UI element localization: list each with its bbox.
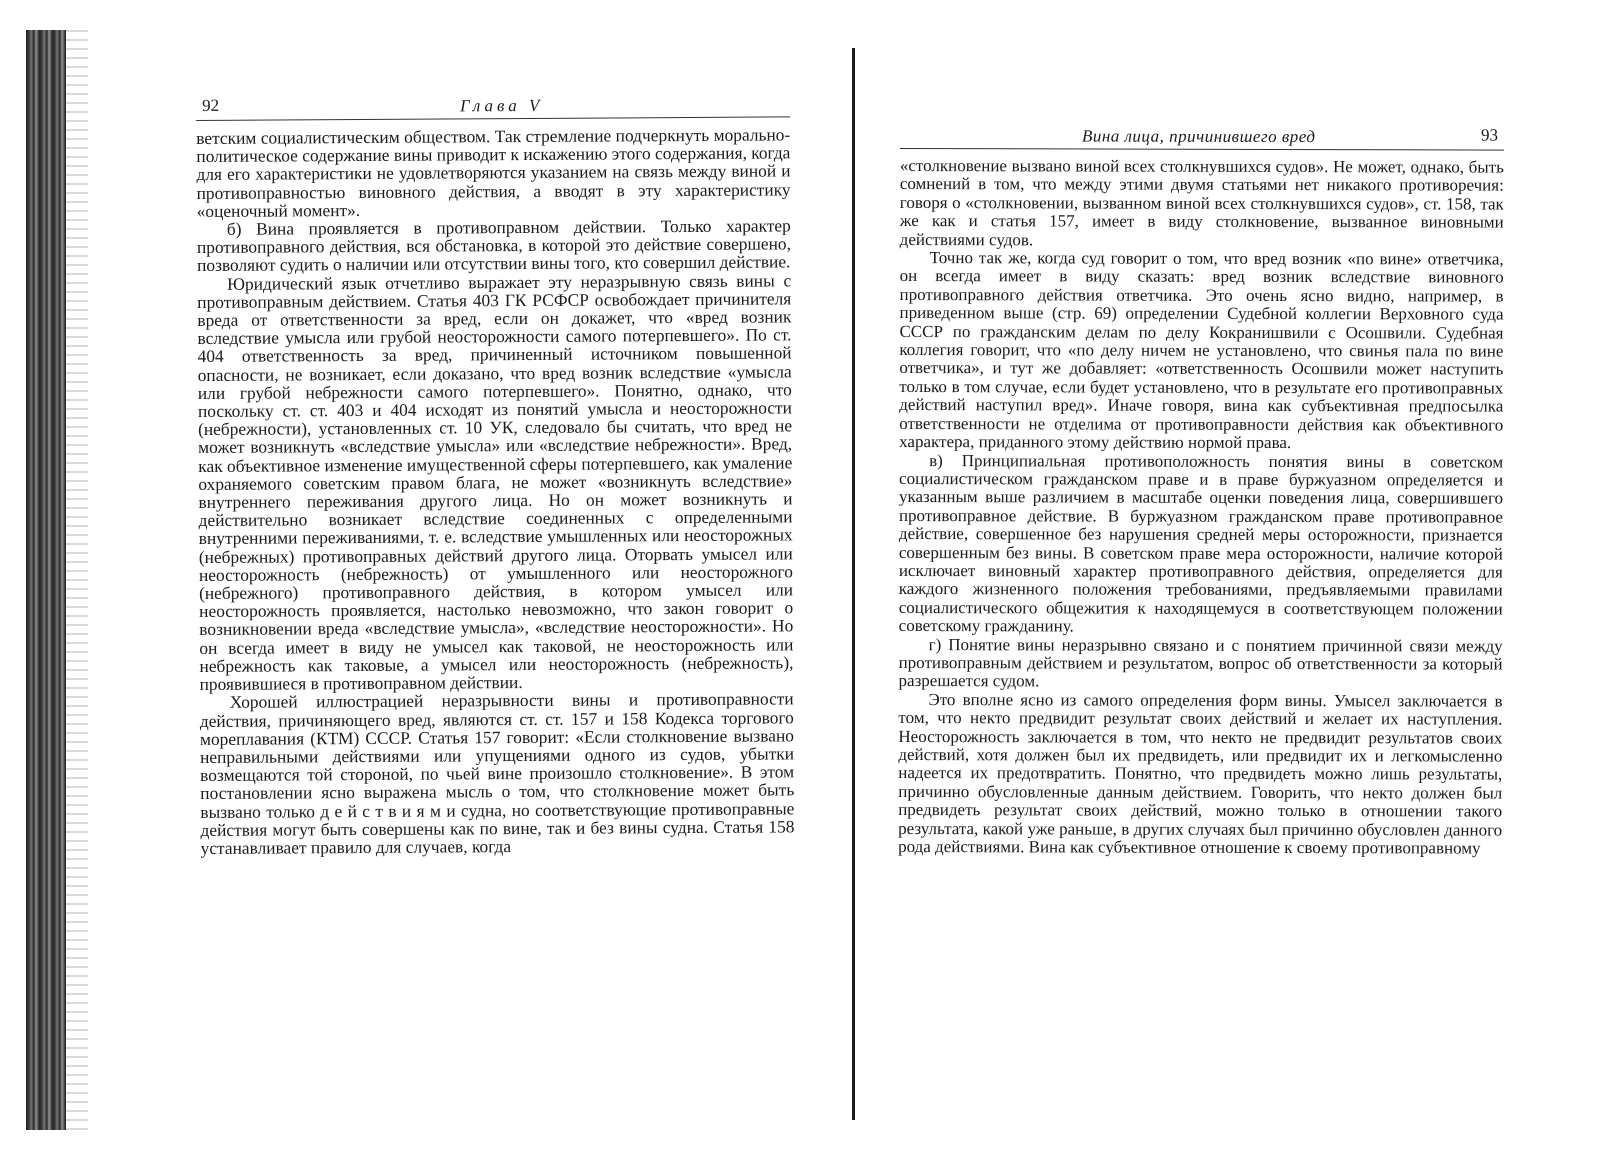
right-body-text [898,157,1504,858]
paragraph: Хорошей иллюстрацией неразрывности вины и противоправности действия, причиняющего вред, являются ст. ст. 157 и 158 Кодекса торгового мореплавания (КТМ) СССР. Статья 157 говорит: «Если столкновение вызвано неправильными действиями или упущениями одного из судов, убытки возмещаются той стороной, по чьей вине произошло столкновение». В этом постановлении ясно выражена мысль о том, что столкновение может быть вызвано только д е й с т в и я м и судна, но соответствующие противоправные действия могут быть совершены как по вине, так и без вины судна. Статья 158 устанавливает правило для случаев, когда [199,688,795,858]
paragraph: Это вполне ясно из самого определения форм вины. Умысел заключается в том, что некто предвидит результат своих действий и желает их наступления. Неосторожность заключается в том, что некто не предвидит результатов своих действий, хотя должен был их предвидеть, или предвидит их и легкомысленно надеется их предотвратить. Понятно, что предвидеть можно лишь результаты, причинно обусловленные данным действием. Говорить, что некто должен был предвидеть результат своих действий, можно только в отношении такого результата, какой уже раньше, в других случаях был причинно обусловлен данного рода действиями. Вина как субъективное отношение к своему противоправному [898,689,1503,858]
book-spine [852,48,855,1120]
left-page [196,92,795,857]
right-page-number: 93 [1480,125,1498,145]
left-page-number: 92 [201,95,220,115]
paragraph: б) Вина проявляется в противоправном действии. Только характер противоправного действия, вся обстановка, в которой это действие совершено, позволяют судить о наличии или отсутствии вины того, кто совершил действие. [196,215,791,276]
right-running-title: Вина лица, причинившего вред [1081,126,1316,147]
paragraph: Юридический язык отчетливо выражает эту неразрывную связь вины с противоправным действием. Статья 403 ГК РСФСР освобождает причинителя вреда от ответственности за вред, если он докажет, что «вред возник вследствие умысла или грубой неосторожности самого потерпевшего». По ст. 404 ответственность за вред, причиненный источником повышенной опасности, не возникает, если доказано, что вред возник вследствие «умысла или грубой небрежности самого потерпевшего». Понятно, однако, что поскольку ст. ст. 403 и 404 исходят из понятий умысла и неосторожности (небрежности), установленных ст. 10 УК, следовало бы считать, что вред не может возникнуть «вследствие умысла» или «вследствие небрежности». Вред, как объективное изменение имущественной сферы потерпевшего, как умаление охраняемого советским правом блага, не может «возникнуть вследствие» внутреннего переживания другого лица. Но он может возникнуть и действительно возникает вследствие соединенных с определенными внутренними переживаниями, т. е. вследствие умышленных или неосторожных (небрежных) противоправных действий другого лица. Оторвать умысел или неосторожность (небрежность) от умышленного или неосторожного (небрежного) противоправного действия, в котором умысел или неосторожность проявляется, настолько невозможно, что закон говорит о возникновении вреда «вследствие умысла», «вследствие неосторожности». Но он всегда имеет в виду не умысел как таковой, не неосторожность или небрежность как таковые, а умысел или неосторожность (небрежность), проявившиеся в противоправном действии. [197,269,794,695]
left-running-head [196,92,790,121]
paragraph: в) Принципиальная противоположность понятия вины в советском социалистическом гражданском праве и в праве буржуазном определяется и указанным выше различием в масштабе оценки поведения лица, совершившего противоправное действие. В буржуазном гражданском праве противоправное действие, совершенное без нарушения средней меры осторожности, признается совершенным без вины. В советском праве мера осторожности, наличие которой исключает виновный характер противоправного действия, определяется для каждого жизненного положения требованиями, предъявляемыми правилами социалистического общежития к находящемуся в соответствующем положении советскому гражданину. [898,450,1504,636]
left-running-title: Глава V [460,95,544,116]
right-page [898,124,1504,858]
paragraph: «столкновение вызвано виной всех столкнувшихся судов». Не может, однако, быть сомнений в том, что между этими двумя статьями нет никакого противоречия: говоря о «столкновении, вызванном виной всех столкнувшихся судов», ст. 158, так же как и статья 157, имеет в виду столкновение, вызванное виновными действиями судов. [899,155,1504,249]
left-body-text [196,125,794,857]
right-running-head [900,124,1504,151]
paragraph: Точно так же, когда суд говорит о том, что вред возник «по вине» ответчика, он всегда имеет в виду сказать: вред возник вследствие виновного противоправного действия ответчика. Это очень ясно видно, например, в приведенном выше (стр. 69) определении Судебной коллегии Верховного суда СССР по гражданским делам по делу Кокранишвили с Осошвили. Судебная коллегия говорит, что «по делу ничем не установлено, что свинья пала по вине ответчика», и тут же добавляет: «ответственность Осошвили может наступить только в том случае, если будет установлено, что в результате его противоправных действий наступил вред». Иначе говоря, вина как субъективная предпосылка ответственности не отделима от противоправности действия как объективного характера, приданного этому действию нормой права. [899,248,1504,453]
paragraph: г) Понятие вины неразрывно связано и с понятием причинной связи между противоправным действием и результатом, вопрос об ответственности за который разрешается судом. [898,634,1503,691]
paragraph: ветским социалистическим обществом. Так стремление подчеркнуть морально-политическое содержание вины приводит к искажению этого содержания, когда для его характеристики не удовлетворяются указанием на связь между виной и противоправностью виновного действия, а вводят в эту характеристику «оценочный момент». [196,124,791,221]
book-edge-scan [26,30,66,1130]
